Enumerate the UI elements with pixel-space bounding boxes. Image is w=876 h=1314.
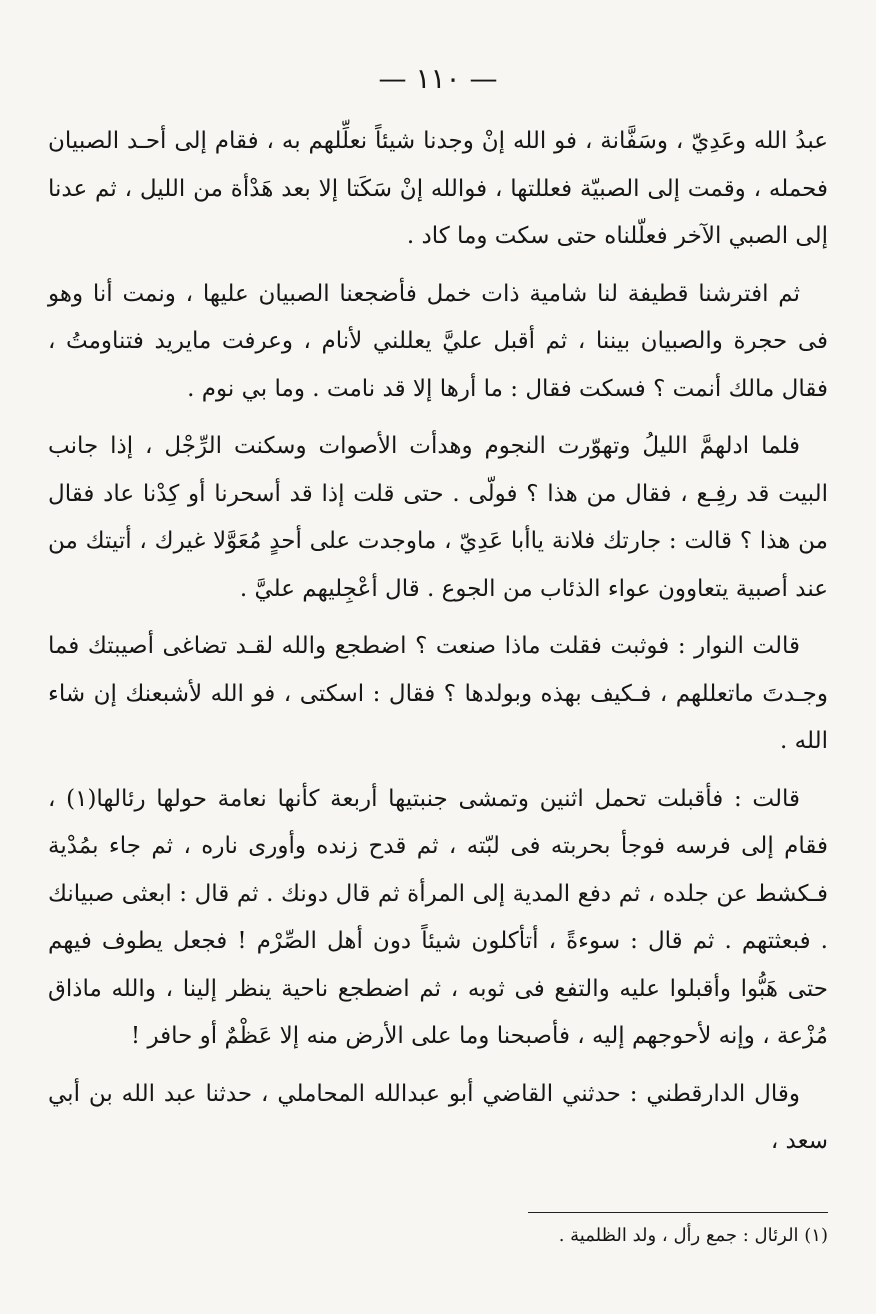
page-number: — ١١٠ — xyxy=(378,62,498,95)
paragraph: ثم افترشنا قطيفة لنا شامية ذات خمل فأضجعنا الصبيان عليها ، ونمت أنا وهو فى حجرة والصبيان بيننا ، ثم أقبل عليَّ يعللني لأنام ، وعرفت مايريد فتناومتُ ، فقال مالك أنمت ؟ فسكت فقال : ما أرها إلا قد نامت . وما بي نوم . xyxy=(48,280,828,402)
main-text xyxy=(48,118,828,1166)
footnote-divider xyxy=(528,1212,828,1213)
paragraph: وقال الدارقطني : حدثني القاضي أبو عبدالله المحاملي ، حدثنا عبد الله بن أبي سعد ، xyxy=(48,1080,828,1154)
paragraph: فلما ادلهمَّ الليلُ وتهوّرت النجوم وهدأت الأصوات وسكنت الرِّجْل ، إذا جانب البيت قد رفِـع ، فقال من هذا ؟ فولّى . حتى قلت إذا قد أسحرنا أو كِدْنا عاد فقال من هذا ؟ قالت : جارتك فلانة ياأبا عَدِيّ ، ماوجدت على أحدٍ مُعَوَّلا غيرك ، أتيتك من عند أصبية يتعاوون عواء الذئاب من الجوع . قال أعْجِليهم عليَّ . xyxy=(48,433,828,602)
paragraph: عبدُ الله وعَدِيّ ، وسَفَّانة ، فو الله إنْ وجدنا شيئاً نعلِّلهم به ، فقام إلى أحـد الصبيان فحمله ، وقمت إلى الصبيّة فعللتها ، فوالله إنْ سَكَتا إلا بعد هَدْأة من الليل ، ثم عدنا إلى الصبي الآخر فعلّلناه حتى سكت وما كاد . xyxy=(48,128,828,249)
paragraph: قالت : فأقبلت تحمل اثنين وتمشى جنبتيها أربعة كأنها نعامة حولها رئالها(١) ، فقام إلى فرسه فوجأ بحربته فى لبّته ، ثم قدح زنده وأورى ناره ، ثم جاء بمُدْية فـكشط عن جلده ، ثم دفع المدية إلى المرأة ثم قال دونك . ثم قال : ابعثى صبيانك . فبعثتهم . ثم قال : سوءةً ، أتأكلون شيئاً دون أهل الصِّرْم ! فجعل يطوف فيهم حتى هَبُّوا وأقبلوا عليه والتفع فى ثوبه ، ثم اضطجع ناحية ينظر إلينا ، والله ماذاق مُزْعة ، وإنه لأحوجهم إليه ، فأصبحنا وما على الأرض منه إلا عَظْمٌ أو حافر ! xyxy=(48,785,828,1049)
footnote: (١) الرئال : جمع رأل ، ولد الظلمية . xyxy=(558,1225,828,1246)
paragraph: قالت النوار : فوثبت فقلت ماذا صنعت ؟ اضطجع والله لقـد تضاغى أصيبتك فما وجـدتَ ماتعللهم ، فـكيف بهذه وبولدها ؟ فقال : اسكتى ، فو الله لأشبعنك إن شاء الله . xyxy=(48,633,828,754)
